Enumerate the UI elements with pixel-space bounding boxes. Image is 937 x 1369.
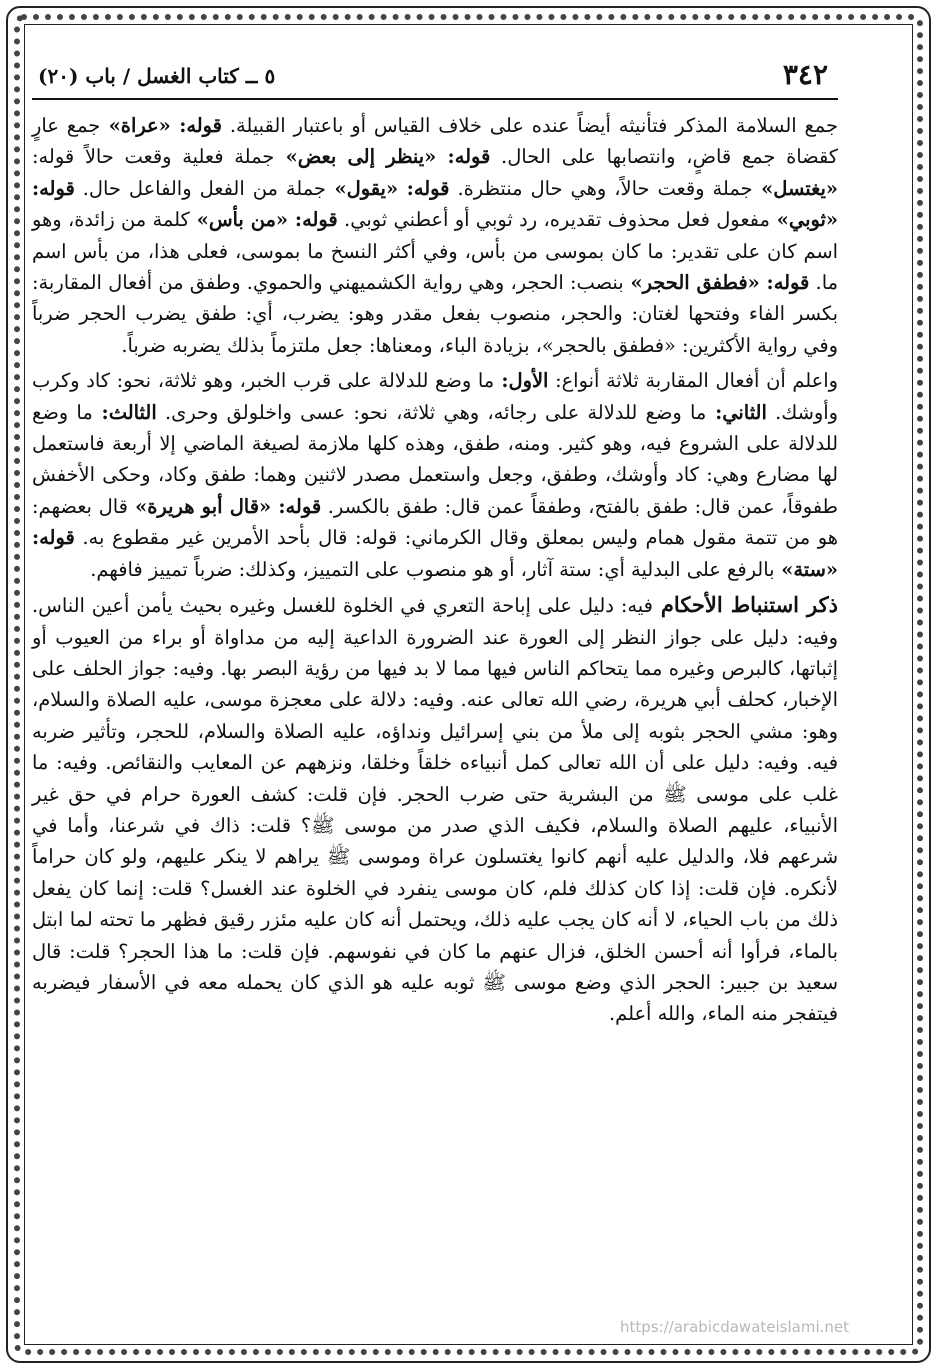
quoted-keyword: قوله: xyxy=(398,176,450,200)
quoted-keyword: قوله: xyxy=(32,526,75,550)
body-text: جملة فعلية وقعت حالاً قوله: xyxy=(32,145,275,169)
quoted-keyword: «يقول» xyxy=(325,176,399,200)
quoted-keyword: «عراة» xyxy=(100,114,171,137)
body-text: كلمة من زائدة، وهو اسم كان على تقدير: ما كان بموسى من بأس، وفي أكثر النسخ ما بموسى، فعلى هذا، من بأس اسم ما. xyxy=(32,208,838,295)
quoted-keyword: «ستة» xyxy=(774,557,838,581)
body-text: قال بعضهم: هو من تتمة مقول همام وليس بمعلق وقال الكرماني: قوله: قال بأحد الأمرين غير مقطوع به. xyxy=(32,494,838,550)
body-text: جمع عارٍ كقضاة جمع قاضٍ، وانتصابها على الحال. xyxy=(32,114,839,169)
quoted-keyword: قوله: xyxy=(436,145,491,169)
quoted-keyword: «من بأس» xyxy=(189,208,288,232)
body-text: ما وضع للدلالة على الشروع فيه، وهو كثير. ومنه، طفق، وهذه كلها ملازمة لصيغة الماضي إلا أربعة فاستعمل لها مضارع وهي: كاد وأوشك، وطفق، وجعل واستعمل مصدر لاثنين وهما: طفق وكاد، وحكى الأخفش طفوقاً، عمن قال: طفق بالفتح، وطفقاً عمن قال: طفق بالكسر. xyxy=(32,400,838,518)
paragraph-verbs-of-approach xyxy=(32,365,838,585)
paragraph-rulings xyxy=(32,589,838,1030)
running-title: ٥ ــ كتاب الغسل / باب (٢٠) xyxy=(38,64,276,88)
quoted-keyword: قوله: xyxy=(170,114,222,137)
quoted-keyword: قوله: xyxy=(288,208,338,232)
body-text: جمع السلامة المذكر فتأنيثه أيضاً عنده على خلاف القياس أو باعتبار القبيلة. xyxy=(221,114,839,137)
quoted-keyword: قوله: xyxy=(32,176,75,200)
quoted-keyword: «يغتسل» xyxy=(752,176,838,200)
watermark-url: https://arabicdawateislami.net xyxy=(619,1318,849,1336)
quoted-keyword: «فطفق الحجر» xyxy=(623,271,760,295)
paragraph-word-notes xyxy=(32,110,838,361)
body-text: بنصب: الحجر، وهي رواية الكشميهني والحموي. وطفق من أفعال المقاربة: بكسر الفاء وفتحها لغتان: والحجر، منصوب بفعل مقدر وهو: يضرب، أي: طفق يضرب الحجر ضرباً وفي رواية الأكثرين: «فطفق بالحجر»، بزيادة الباء، ومعناها: جعل ملتزماً بذلك يضربه ضرباً. xyxy=(32,271,838,357)
quoted-keyword: قوله: xyxy=(271,494,322,518)
body-text: ما وضع للدلالة على قرب الخبر، وهو ثلاثة، نحو: كاد وكرب وأوشك. xyxy=(32,369,838,424)
quoted-keyword: الثالث: xyxy=(92,400,157,424)
body-text: مفعول فعل محذوف تقديره، رد ثوبي أو أعطني ثوبي. xyxy=(337,208,770,232)
quoted-keyword: «ينظر إلى بعض» xyxy=(274,145,437,169)
quoted-keyword: قوله: xyxy=(759,271,810,295)
quoted-keyword: الأول: xyxy=(494,369,549,393)
page-content xyxy=(32,52,838,1342)
page-number: ٣٤٢ xyxy=(782,58,828,91)
page-header xyxy=(32,52,838,100)
body-text: بالرفع على البدلية أي: ستة آثار، أو هو منصوب على التمييز، وكذلك: ضرباً تمييز فافهم. xyxy=(90,557,775,581)
body-text: جملة وقعت حالاً، وهي حال منتظرة. xyxy=(449,176,753,200)
body-text: ما وضع للدلالة على رجائه، وهي ثلاثة، نحو: عسى واخلولق وحرى. xyxy=(156,400,707,424)
body-text: فيه: دليل على إباحة التعري في الخلوة للغسل وغيره بحيث يأمن أعين الناس. وفيه: دليل على جواز النظر إلى العورة عند الضرورة الداعية إليه من مداواة أو براء من العيوب أو إثباتها، كالبرص وغيره مما يتحاكم الناس فيها مما لا بد فيها من رؤية البصر بها. وفيه: جواز الحلف على الإخبار، كحلف أبي هريرة، رضي الله تعالى عنه. وفيه: دلالة على معجزة موسى، عليه الصلاة والسلام، وهو: مشي الحجر بثوبه إلى ملأ من بني إسرائيل ونداؤه، عليه الصلاة والسلام، للحجر، وتأثير ضربه فيه. وفيه: دليل على أن الله تعالى كمل أنبياءه خلقاً وخلقا، ونزههم عن المعايب والنقائص. وفيه: ما غلب على موسى ﷺ من البشرية حتى ضرب الحجر. فإن قلت: كشف العورة حرام في حق غير الأنبياء، عليهم الصلاة والسلام، فكيف الذي صدر من موسى ﷺ؟ قلت: ذاك في شرعنا، وأما في شرعهم فلا، والدليل عليه أنهم كانوا يغتسلون عراة وموسى ﷺ يراهم لا ينكر عليهم، ولو كان حراماً لأنكره. فإن قلت: إذا كان كذلك فلم، كان موسى ينفرد في الخلوة عند الغسل؟ قلت: إنما كان يفعل ذلك من باب الحياء، لا أنه كان يجب عليه ذلك، ويحتمل أنه كان عليه مئزر رقيق فظهر ما تحته لما ابتل بالماء، فرأوا أنه أحسن الخلق، فزال عنهم ما كان في نفوسهم. فإن قلت: ما هذا الحجر؟ قلت: قال سعيد بن جبير: الحجر الذي وضع موسى ﷺ ثوبه عليه هو الذي كان يحمله معه في الأسفار فيضربه فيتفجر منه الماء، والله أعلم. xyxy=(32,594,838,1026)
body-text: واعلم أن أفعال المقاربة ثلاثة أنواع: xyxy=(548,369,838,393)
quoted-keyword: «ثوبي» xyxy=(769,208,839,232)
quoted-keyword: الثاني: xyxy=(706,400,767,424)
quoted-keyword: «قال أبو هريرة» xyxy=(127,494,272,518)
section-heading: ذكر استنباط الأحكام xyxy=(652,592,838,618)
body-text: جملة من الفعل والفاعل حال. xyxy=(74,176,326,200)
